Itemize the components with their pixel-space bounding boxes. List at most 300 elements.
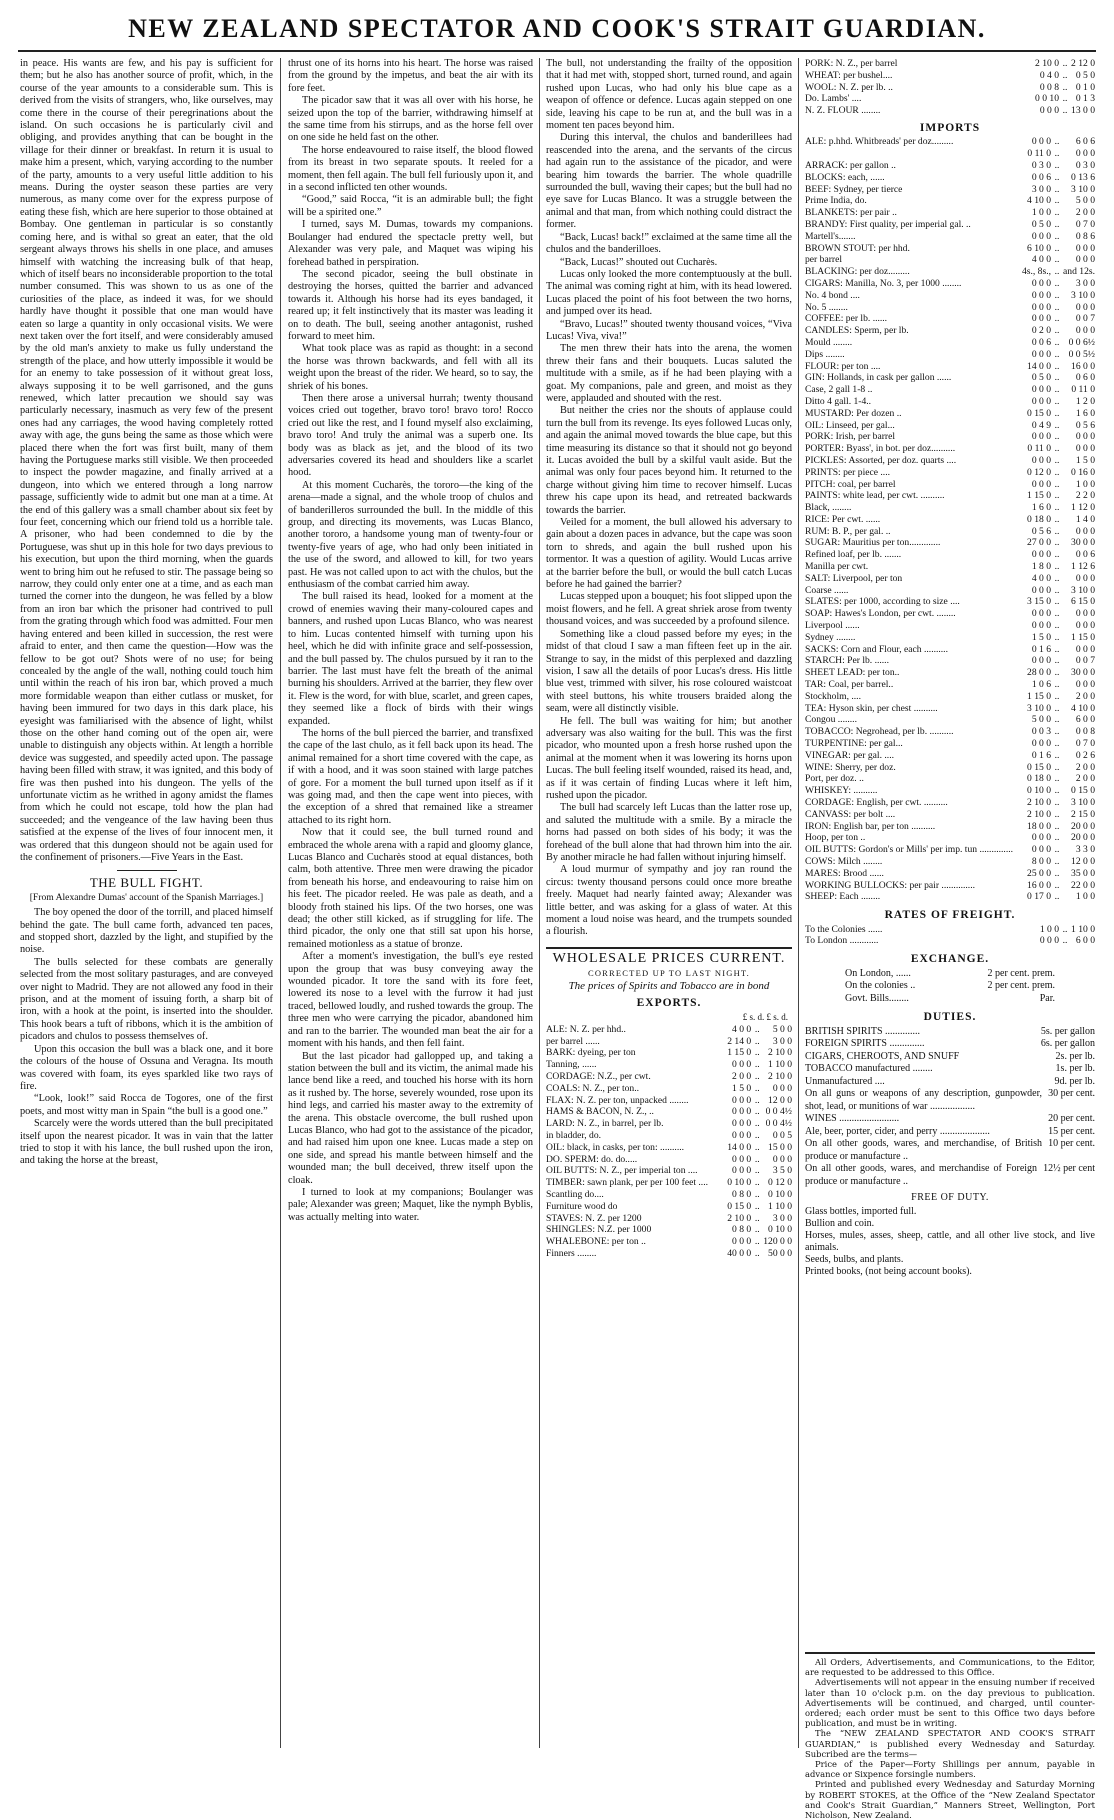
exchange-row	[805, 993, 1095, 1006]
price-row	[805, 549, 1095, 561]
price-low: 0 2 0	[1031, 325, 1052, 337]
price-low: 0 0 0	[1031, 136, 1052, 148]
article-paragraph: Scarcely were the words uttered than the bull precipitated itself upon the nearest picador. It was in vain that the latter tried to stop it with his lance, the bull rushed upon the iron, and taking the horse at the breast,	[20, 1118, 273, 1167]
price-separator: ..	[754, 1200, 760, 1212]
price-label: DO. SPERM: do. do.....	[546, 1153, 638, 1165]
price-row	[546, 1224, 792, 1236]
price-high: 0 0 0	[1075, 679, 1095, 691]
price-high: 13 0 0	[1071, 105, 1095, 117]
price-high: 0 0 0	[1075, 254, 1095, 266]
price-label: COWS: Milch ........	[805, 856, 883, 867]
price-row	[805, 526, 1095, 538]
price-row	[805, 266, 1095, 278]
price-label: PAINTS: white lead, per cwt. ..........	[805, 490, 945, 502]
price-low: 0 15 0	[1027, 407, 1052, 419]
price-low: 0 0 0	[1031, 431, 1052, 443]
price-row	[805, 924, 1095, 936]
duty-row	[805, 1138, 1095, 1163]
price-separator: ..	[1054, 419, 1060, 431]
price-separator: ..	[1054, 490, 1060, 502]
price-label: SLATES: per 1000, according to size ....	[805, 596, 960, 608]
wholesale-prices-title: WHOLESALE PRICES CURRENT.	[552, 950, 786, 966]
price-row	[805, 443, 1095, 455]
price-high: 0 0 5	[772, 1130, 792, 1142]
price-high: 2 0 0	[1075, 690, 1095, 702]
price-low: 0 0 0	[732, 1106, 752, 1118]
price-high: 0 13 6	[1071, 171, 1095, 183]
exchange-label: On London, ......	[845, 967, 911, 979]
price-label: To London ............	[805, 935, 879, 947]
notice-paragraph: Advertisements will not appear in the ensuing number if received later than 10 o'clock p.m. on the day previous to publication. Advertisements will be continued, and charged, until counter-ordered; each order must be sent to this Office two days before publication, and must be in writing.	[805, 1677, 1095, 1729]
price-separator: ..	[1062, 93, 1068, 105]
price-row	[805, 880, 1095, 892]
price-high: 0 5 0	[1075, 69, 1095, 81]
price-high: 0 1 3	[1075, 93, 1095, 105]
duty-label: On all other goods, wares, and merchandise, of British produce or manufacture ..	[805, 1138, 1043, 1162]
duty-value: 10 per cent.	[1048, 1138, 1095, 1149]
masthead-rule	[18, 50, 1096, 52]
price-high: 0 0 0	[1075, 242, 1095, 254]
price-label: Hoop, per ton ..	[805, 832, 866, 844]
article-paragraph: I turned to look at my companions; Boulanger was pale; Alexander was green; Maquet, like the nymph Byblis, was actually melting into water.	[288, 1186, 533, 1223]
price-low: 0 0 0	[1031, 454, 1052, 466]
price-label: Furniture wood do	[546, 1200, 618, 1212]
price-separator: ..	[1054, 360, 1060, 372]
freight-table	[805, 924, 1095, 948]
price-label: TOBACCO: Negrohead, per lb. ..........	[805, 726, 954, 738]
price-high: 0 0 8	[1075, 726, 1095, 738]
duty-label: Unmanufactured ....	[805, 1075, 885, 1087]
article-paragraph: Veiled for a moment, the bull allowed his adversary to gain about a dozen paces in advance, but the cape was soon torn to shreds, and again the bull rushed upon his tormentor. It was a question of agility. Would Lucas arrive at the barrier before the bull, or would the bull catch Lucas before he had gained the barrier?	[546, 517, 792, 591]
price-separator: ..	[1054, 655, 1060, 667]
free-of-duty-title: FREE OF DUTY.	[911, 1192, 989, 1203]
price-label: Ditto 4 gall. 1-4..	[805, 395, 872, 407]
price-high: 0 0 0	[1075, 620, 1095, 632]
price-high: 0 0 0	[1075, 572, 1095, 584]
price-row	[805, 82, 1095, 94]
masthead	[0, 0, 1114, 46]
price-row	[546, 1177, 792, 1189]
price-low: 0 8 0	[732, 1224, 752, 1236]
price-label: Black, ........	[805, 502, 852, 514]
price-low: 1 5 0	[732, 1082, 752, 1094]
price-label: OIL BUTTS: Gordon's or Mills' per imp. tun ..............	[805, 844, 1014, 856]
price-label: TURPENTINE: per gal...	[805, 738, 903, 750]
price-high: 4 10 0	[1071, 702, 1095, 714]
notice-paragraph: Price of the Paper—Forty Shillings per annum, payable in advance or Sixpence forsingle numbers.	[805, 1759, 1095, 1780]
article-paragraph: “Bravo, Lucas!” shouted twenty thousand voices, “Viva Lucas! Viva, viva!”	[546, 318, 792, 342]
price-high: 0 0 0	[1075, 443, 1095, 455]
price-label: CORDAGE: English, per cwt. ..........	[805, 797, 948, 809]
price-separator: ..	[1054, 584, 1060, 596]
price-row	[546, 1047, 792, 1059]
price-high: 30 0 0	[1071, 537, 1095, 549]
price-separator: ..	[1054, 572, 1060, 584]
article-paragraph: in peace. His wants are few, and his pay is sufficient for them; but he also has another source of profit, which, in the course of the year amounts to a considerable sum. This is derived from the visits of strangers, who, like ourselves, may come there in the course of their peregrinations about the island. On such occasions he is particularly civil and obliging, and provides anything that can be bought in the village for their dinner or breakfast. In return it is usual to make him a present, which, varying according to the number of the party, amounts to a very useful little addition to his means. During the oyster season these parties are very numerous, as many come over for the express purpose of eating these fish, which are here superior to those obtained at Bombay. One gentleman in particular is so constantly coming here, and is withal so great an eater, that the old sergeant always throws his shells in one place, and amuses himself with watching the increasing bulk of that heap, which of itself bears no inconsiderable proportion to the total number consumed. This was shown to us as one of the curiosities of the place, as indeed it was, for we should hardly have thought it possible that one man would have eaten so large a quantity in only occasional visits. We were next taken over the fort itself, and were considerably amused by the old man's anxiety to make us fully understand the strength of the place, and how utterly impossible it would be for an enemy to take possession of it without great loss, always supposing it to be well garrisoned, and the guns renewed, which latter precaution we should say was particularly necessary, inasmuch as very few of the present ones had any carriages, the wood having completely rotted away with age, the guns being the same as those which were placed there when the fort was first built, many of them having the Portuguese marks still visible. We then proceeded to inspect the powder magazine, and finally arrived at a dungeon, into which we entered through a long narrow passage, sufficiently wide to admit but one man at a time. At the end of this gallery was a small chamber about six feet by four feet, concerning which our friend told us a horrible tale. A prisoner, who had been condemned to die by the Portuguese, was shut up in this hole for two days previous to his execution, but upon the third morning, when the guards went to bring him out he refused to stir. The passage being so narrow, they could only enter one at a time, and as each man turned the corner into the dungeon, he was felled by a blow from an iron bar which the prisoner had contrived to pull from the grating through which food was admitted. Four men having entered and been killed in succession, the rest were afraid to enter, and then came the question—How was the fellow to be got out? Shots were of no use; for being concealed by the angle of the wall, nothing could touch him until within the reach of his iron bar, which proved a much more formidable weapon than either cutlass or musket, for having been immured for two days in this dark place, his eyesight was familiarised with the absence of light, whilst those on the other hand coming out of the open air, were unable to distinguish any objects within. At length a horrible device was suggested, and speedily acted upon. The passage having been filled with straw, it was ignited, and this body of fire was then pushed into his dungeon. The yells of the unfortunate victim as he writhed in agony amidst the flames from which he could not escape, told how the plan had succeeded; and the vengeance of the law having been thus satisfied at the expense of the lives of four innocent men, it was ordered that this dungeon should not be again used for the confinement of prisoners.—Five Years in the East.	[20, 58, 273, 863]
price-low: 0 18 0	[1027, 773, 1052, 785]
price-separator: ..	[1054, 879, 1060, 891]
price-high: 0 10 0	[768, 1189, 792, 1201]
duty-label: On all guns or weapons of any description, gunpowder, shot, lead, or munitions of war ..................	[805, 1088, 1043, 1112]
duty-value: 6s. per gallon	[1040, 1038, 1095, 1049]
price-label: To the Colonies ......	[805, 923, 883, 935]
price-label: BEEF: Sydney, per tierce	[805, 183, 903, 195]
price-separator: ..	[754, 1023, 760, 1035]
exchange-label: Govt. Bills........	[845, 992, 909, 1004]
price-high: 2 2 0	[1075, 490, 1095, 502]
duty-value: 20 per cent.	[1048, 1113, 1095, 1124]
price-label: Prime India, do.	[805, 195, 867, 207]
price-high: 0 1 0	[1075, 81, 1095, 93]
article-paragraph: “Back, Lucas!” shouted out Cucharès.	[560, 256, 718, 268]
price-separator: ..	[754, 1130, 760, 1142]
price-separator: ..	[1054, 313, 1060, 325]
price-row	[805, 254, 1095, 266]
price-row	[546, 1118, 792, 1130]
price-high: 12 0 0	[1071, 856, 1095, 867]
price-high: 0 12 0	[768, 1177, 792, 1189]
price-label: ALE: N. Z. per hhd..	[546, 1023, 626, 1035]
price-label: SHINGLES: N.Z. per 1000	[546, 1224, 652, 1236]
price-label: Congou ........	[805, 714, 857, 726]
price-row	[805, 868, 1095, 880]
price-separator: ..	[1054, 643, 1060, 655]
price-label: PITCH: coal, per barrel	[805, 478, 896, 490]
price-high: 0 2 6	[1075, 749, 1095, 761]
price-low: 0 0 3	[1031, 726, 1052, 738]
price-low: 4 10 0	[1027, 195, 1052, 207]
article-paragraph: “Look, look!” said Rocca de Togores, one of the first poets, and most witty man in Spain “the bull is a good one.”	[20, 1093, 273, 1117]
price-separator: ..	[754, 1094, 760, 1106]
price-low: 0 5 0	[1031, 372, 1052, 384]
price-low: 0 0 0	[1031, 844, 1052, 856]
price-low: 0 15 0	[1027, 761, 1052, 773]
price-high: 0 16 0	[1071, 466, 1095, 478]
article-paragraph: The bull had scarcely left Lucas than the latter rose up, and saluted the multitude with a smile. By a miracle the horns had passed on both sides of his body; it was the forehead of the bull alone that had thrown him into the air. By another miracle he had fallen without injuring himself.	[546, 802, 792, 863]
price-low: 0 0 0	[732, 1130, 752, 1142]
price-separator: ..	[1054, 608, 1060, 620]
price-row	[805, 608, 1095, 620]
price-label: in bladder, do.	[546, 1130, 602, 1142]
price-row	[805, 773, 1095, 785]
price-row	[546, 1248, 792, 1260]
price-low: 1 5 0	[1031, 631, 1052, 643]
price-separator: ..	[754, 1177, 760, 1189]
price-high: 1 12 0	[1071, 502, 1095, 514]
price-row	[805, 361, 1095, 373]
price-row	[805, 809, 1095, 821]
price-high: 30 0 0	[1071, 667, 1095, 679]
exports-continued-table	[805, 58, 1095, 117]
price-label: PORTER: Byass', in bot. per doz..........	[805, 443, 956, 455]
price-low: 0 18 0	[1027, 513, 1052, 525]
price-label: HAMS & BACON, N. Z., ..	[546, 1106, 654, 1118]
price-row	[805, 349, 1095, 361]
duty-label: CIGARS, CHEROOTS, AND SNUFF	[805, 1050, 960, 1062]
price-label: per barrel	[805, 254, 843, 266]
price-high: 1 10 0	[1071, 923, 1095, 935]
price-label: WORKING BULLOCKS: per pair ..............	[805, 879, 976, 891]
price-high: 5 0 0	[772, 1023, 792, 1035]
column-4	[805, 58, 1095, 1743]
price-row	[805, 821, 1095, 833]
price-row	[805, 278, 1095, 290]
price-separator: ..	[1054, 631, 1060, 643]
price-low: 3 0 0	[1031, 183, 1052, 195]
price-low: 0 0 0	[732, 1153, 752, 1165]
price-low: 0 0 0	[1039, 105, 1060, 117]
price-row	[805, 313, 1095, 325]
masthead-title: NEW ZEALAND SPECTATOR AND COOK'S STRAIT GUARDIAN.	[128, 14, 986, 43]
price-row	[546, 1236, 792, 1248]
price-label: No. 5 ........	[805, 301, 848, 313]
price-separator: ..	[754, 1059, 760, 1071]
price-separator: ..	[1054, 525, 1060, 537]
price-low: 0 0 0	[1031, 608, 1052, 620]
price-row	[805, 58, 1095, 70]
price-high: 0 0 0	[1075, 301, 1095, 313]
exchange-value: 2 per cent. prem.	[987, 980, 1055, 992]
price-high: 0 0 0	[1075, 525, 1095, 537]
price-separator: ..	[1062, 935, 1068, 947]
price-separator: ..	[754, 1118, 760, 1130]
price-high: 1 5 0	[1075, 454, 1095, 466]
notice-list	[805, 1657, 1095, 1820]
price-label: No. 4 bond ....	[805, 289, 860, 301]
article-paragraph: The bull, not understanding the frailty of the opposition that it had met with, stopped short, turned round, and again rushed upon Lucas, who had only his blue cape as a weapon of offence or defence. Lucas again stepped on one side, leaving his cape to be run at, and the bull was in a moment ten paces beyond him.	[546, 58, 792, 132]
price-separator: ..	[1062, 58, 1068, 69]
price-label: FLOUR: per ton ....	[805, 360, 881, 372]
article-paragraph: Lucas stepped upon a bouquet; his foot slipped upon the moist flowers, and he fell. A great shriek arose from twenty thousand voices, and was succeeded by a profound silence.	[546, 591, 792, 628]
price-low: 1 15 0	[1027, 690, 1052, 702]
price-label: Tanning, ......	[546, 1059, 597, 1071]
price-separator: ..	[754, 1165, 760, 1177]
price-separator: ..	[1054, 773, 1060, 785]
price-high: 2 0 0	[1075, 761, 1095, 773]
price-row	[805, 514, 1095, 526]
price-row	[805, 195, 1095, 207]
price-low: 4 0 0	[1031, 572, 1052, 584]
price-high: 2 15 0	[1071, 808, 1095, 820]
price-separator: ..	[754, 1106, 760, 1118]
duty-label: On all other goods, wares, and merchandise of Foreign produce or manufacture ..	[805, 1163, 1038, 1187]
price-high: 3 0 0	[1075, 277, 1095, 289]
duty-label: Ale, beer, porter, cider, and perry ....................	[805, 1125, 990, 1137]
price-separator: ..	[754, 1189, 760, 1201]
price-row	[805, 502, 1095, 514]
price-row	[805, 384, 1095, 396]
price-row	[805, 832, 1095, 844]
price-low: 0 0 6	[1031, 171, 1052, 183]
wholesale-prices-note: The prices of Spirits and Tobacco are in bond	[568, 979, 770, 992]
article-paragraph: Then there arose a universal hurrah; twenty thousand voices cried out together, bravo toro! bravo toro! Rocco cried out like the rest, and I found myself also exclaiming, bravo toro! And truly the animal was a superb one. Its body was as black as jet, and the blood of its two adversaries covered its head and shoulders like a scarlet hood.	[288, 392, 533, 479]
price-high: and 12s.	[1063, 266, 1095, 278]
price-separator: ..	[1054, 549, 1060, 561]
price-high: 0 0 0	[772, 1082, 792, 1094]
price-label: PORK: N. Z., per barrel	[805, 58, 898, 69]
article-paragraph: After a moment's investigation, the bull's eye rested upon the group that was busy conveying away the wounded picador. It tore the sand with its fore feet, lowered its nose to a level with the furrow it had just traced, bellowed loudly, and rushed towards the group. The three men who were carrying the picador, abandoned him and ran to the barrier. The wounded man beat the air for a moment with his hands, and then fell faint.	[288, 951, 533, 1050]
price-row	[805, 844, 1095, 856]
price-high: 1 12 6	[1071, 561, 1095, 573]
price-row	[805, 372, 1095, 384]
price-label: Mould ........	[805, 336, 853, 348]
price-label: RUM: B. P., per gal. ..	[805, 525, 891, 537]
article-paragraph: The boy opened the door of the torrill, and placed himself behind the gate. The bull came forth, advanced ten paces, and stopped short, dazzled by the light, and stupified by the noise.	[20, 907, 273, 956]
price-separator: ..	[1054, 502, 1060, 514]
price-low: 28 0 0	[1027, 667, 1052, 679]
price-low: 1 15 0	[1027, 490, 1052, 502]
price-row	[546, 1130, 792, 1142]
price-separator: ..	[1054, 844, 1060, 856]
price-label: TEA: Hyson skin, per chest ..........	[805, 702, 938, 714]
price-separator: ..	[1054, 891, 1060, 903]
price-low: 0 0 0	[1031, 289, 1052, 301]
exchange-value: Par.	[1039, 992, 1055, 1004]
price-low: 0 0 0	[732, 1236, 752, 1248]
article-paragraph: “Good,” said Rocca, “it is an admirable bull; the fight will be a spirited one.”	[288, 194, 533, 218]
price-label: Coarse ......	[805, 584, 849, 596]
price-row	[805, 148, 1095, 160]
price-separator: ..	[754, 1248, 760, 1260]
price-label: CANDLES: Sperm, per lb.	[805, 325, 909, 337]
price-separator: ..	[754, 1047, 760, 1059]
price-label: SALT: Liverpool, per ton	[805, 572, 903, 584]
price-label: SACKS: Corn and Flour, each ..........	[805, 643, 948, 655]
price-low: 0 5 6	[1031, 525, 1052, 537]
price-separator: ..	[1062, 81, 1068, 93]
price-row	[805, 797, 1095, 809]
price-low: 0 5 0	[1031, 218, 1052, 230]
price-separator: ..	[1054, 136, 1060, 148]
price-separator: ..	[754, 1071, 760, 1083]
price-separator: ..	[1054, 832, 1060, 844]
price-label: GIN: Hollands, in cask per gallon ......	[805, 372, 952, 384]
price-label: SHEET LEAD: per ton..	[805, 667, 900, 679]
price-separator: ..	[1054, 797, 1060, 809]
price-low: 0 0 6	[1031, 336, 1052, 348]
price-low: 2 10 0	[1035, 58, 1060, 69]
price-high: 1 10 0	[768, 1200, 792, 1212]
price-label: Case, 2 gall 1-8 ..	[805, 384, 873, 396]
duty-label: TOBACCO manufactured ........	[805, 1063, 933, 1074]
price-high: 3 0 0	[772, 1035, 792, 1047]
price-label	[805, 148, 1022, 160]
price-label: WHISKEY: ..........	[805, 785, 878, 797]
price-separator: ..	[1054, 856, 1060, 867]
price-row	[805, 93, 1095, 105]
price-separator: ..	[1054, 384, 1060, 396]
duty-value: 15 per cent.	[1048, 1125, 1095, 1137]
price-low: 2 0 0	[732, 1071, 752, 1083]
price-high: 15 0 0	[768, 1141, 792, 1153]
article-paragraph: What took place was as rapid as thought: in a second the horse was thrown backwards, and fell with all its weight upon the breast of the rider. We heard, so to say, the shriek of his bones.	[288, 343, 533, 392]
price-row	[546, 1071, 792, 1083]
price-separator: ..	[1054, 466, 1060, 478]
price-row	[805, 585, 1095, 597]
price-row	[805, 302, 1095, 314]
price-row	[546, 1213, 792, 1225]
price-high: 3 3 0	[1075, 844, 1095, 856]
price-separator: ..	[1054, 513, 1060, 525]
price-low: 5 0 0	[1031, 714, 1052, 726]
price-high: 0 5 6	[1075, 419, 1095, 431]
price-high: 0 0 0	[1075, 148, 1095, 160]
price-label: ARRACK: per gallon ..	[805, 159, 896, 171]
notice-paragraph: Printed and published every Wednesday and Saturday Morning by ROBERT STOKES, at the Office of the “New Zealand Spectator and Cook's Strait Guardian,” Manners Street, Wellington, Port Nicholson, New Zealand.	[805, 1779, 1095, 1820]
article-paragraph: Upon this occasion the bull was a black one, and it bore the colours of the house of Ossuna and Veragna. Its mouth was covered with foam, its eyes sparkled like two rays of fire.	[20, 1043, 273, 1092]
price-high: 2 0 0	[1075, 207, 1095, 219]
price-separator: ..	[1054, 183, 1060, 195]
price-low: 8 0 0	[1031, 856, 1052, 867]
price-high: 2 0 0	[1075, 773, 1095, 785]
price-high: 1 0 0	[1075, 478, 1095, 490]
article-paragraph: He fell. The bull was waiting for him; but another adversary was also waiting for the bull. This was the first picador, who mounted upon a fresh horse rushed upon the animal at the moment when it was lowering its horns upon Lucas. The bull feeling itself wounded, raised its head, and, as if it was certain of finding Lucas where it left him, rushed upon the picador.	[546, 715, 792, 801]
price-high: 1 0 0	[1075, 891, 1095, 903]
price-low: 0 0 0	[1031, 655, 1052, 667]
price-label: WHALEBONE: per ton ..	[546, 1236, 646, 1248]
price-high: 50 0 0	[768, 1248, 792, 1260]
price-low: 25 0 0	[1027, 867, 1052, 879]
free-of-duty-item: Seeds, bulbs, and plants.	[805, 1254, 904, 1266]
price-label: WINE: Sherry, per doz.	[805, 761, 896, 773]
price-label: RICE: Per cwt. ......	[805, 513, 881, 525]
duty-row	[805, 1051, 1095, 1064]
price-row	[805, 290, 1095, 302]
price-low: 0 0 0	[1031, 348, 1052, 360]
price-low: 1 15 0	[727, 1047, 752, 1059]
price-high: 3 10 0	[1071, 183, 1095, 195]
price-high: 35 0 0	[1071, 867, 1095, 879]
price-label: BRANDY: First quality, per imperial gal. ..	[805, 218, 971, 230]
price-high: 0 0 7	[1075, 655, 1095, 667]
price-low: 0 0 0	[1031, 301, 1052, 313]
price-high: 2 10 0	[768, 1047, 792, 1059]
article-paragraph: “Back, Lucas! back!” exclaimed at the same time all the chulos and the banderilloes.	[546, 231, 792, 256]
article-paragraph: The picador saw that it was all over with his horse, he seized upon the top of the barrier, withdrawing himself at the same time from his stirrups, and as the horse fell over on one side he held fast on the other.	[288, 95, 533, 144]
column-2	[288, 58, 533, 1743]
article-separator	[117, 870, 177, 871]
price-separator: ..	[1054, 690, 1060, 702]
price-separator: ..	[1054, 761, 1060, 773]
exchange-row	[805, 968, 1095, 981]
price-row	[805, 537, 1095, 549]
price-label: VINEGAR: per gal. ....	[805, 749, 894, 761]
price-low: 18 0 0	[1027, 820, 1052, 832]
duty-row	[805, 1163, 1095, 1188]
price-separator: ..	[1062, 69, 1068, 81]
price-label: STAVES: N. Z. per 1200	[546, 1212, 642, 1224]
exchange-list	[805, 968, 1095, 1006]
price-low: 4 0 0	[732, 1023, 752, 1035]
price-low: 4s., 8s.,	[1021, 266, 1052, 278]
price-separator: ..	[1054, 454, 1060, 466]
duty-value: 30 per cent.	[1048, 1088, 1095, 1099]
price-separator: ..	[754, 1141, 760, 1153]
duty-row	[805, 1126, 1095, 1139]
duty-value: 1s. per lb.	[1055, 1063, 1095, 1074]
price-row	[546, 1201, 792, 1213]
price-separator: ..	[1054, 667, 1060, 679]
price-label: Liverpool ......	[805, 620, 860, 632]
price-high: 0 0 6½	[1068, 336, 1095, 348]
price-row	[805, 408, 1095, 420]
price-low: 0 4 0	[1039, 69, 1060, 81]
price-low: 0 0 0	[732, 1094, 752, 1106]
free-of-duty-item: Horses, mules, asses, sheep, cattle, and all other live stock, and live animals.	[805, 1230, 1095, 1254]
price-high: 6 15 0	[1071, 596, 1095, 608]
price-high: 2 12 0	[1071, 58, 1095, 69]
free-of-duty-item: Bullion and coin.	[805, 1218, 875, 1230]
